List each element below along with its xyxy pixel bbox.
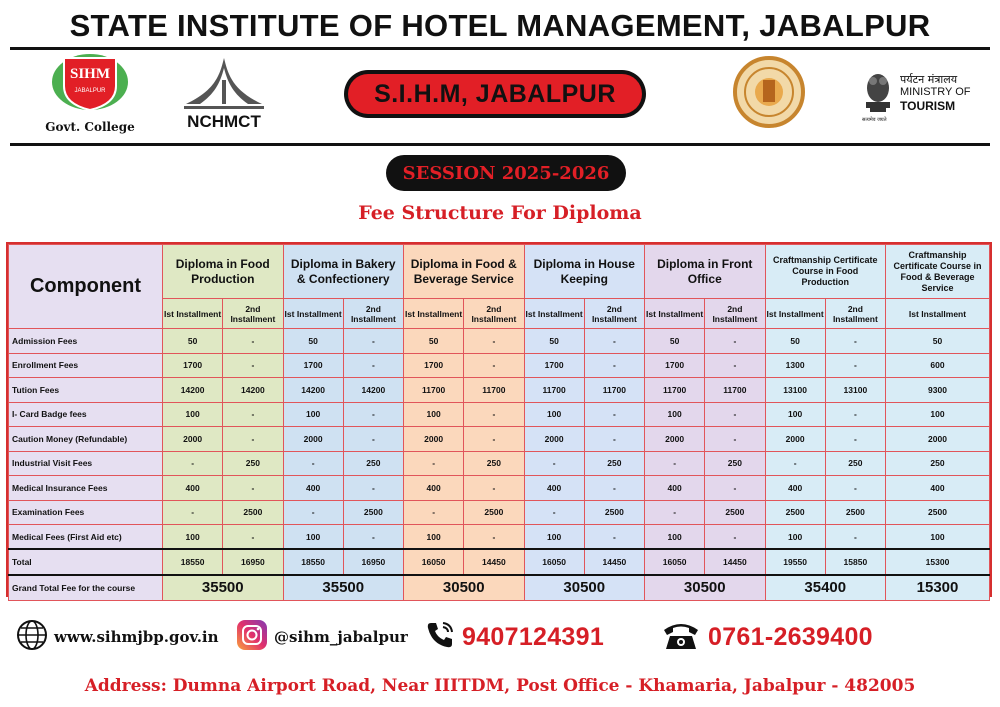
fee-component-label: Medical Fees (First Aid etc): [9, 525, 163, 550]
fee-cell: -: [343, 329, 403, 354]
installment-header: Ist Installment: [163, 299, 223, 329]
fee-cell: -: [584, 353, 644, 378]
ministry-line1: MINISTRY OF: [900, 86, 971, 98]
fee-component-label: Examination Fees: [9, 500, 163, 525]
fee-cell: -: [223, 525, 283, 550]
fee-cell: 100: [765, 402, 825, 427]
fee-cell: 14200: [283, 378, 343, 403]
fee-structure-title: Fee Structure For Diploma: [358, 202, 642, 224]
fee-cell: 1300: [765, 353, 825, 378]
fee-cell: -: [223, 402, 283, 427]
fee-component-label: I- Card Badge fees: [9, 402, 163, 427]
fee-cell: -: [223, 427, 283, 452]
total-row: [9, 549, 990, 575]
total-cell: 16950: [223, 549, 283, 575]
fee-cell: 11700: [584, 378, 644, 403]
fee-cell: -: [464, 402, 524, 427]
fee-cell: 11700: [464, 378, 524, 403]
fee-cell: 2000: [765, 427, 825, 452]
telephone-icon: [660, 618, 702, 657]
fee-cell: 100: [404, 402, 464, 427]
total-cell: 16050: [645, 549, 705, 575]
fee-cell: 2000: [524, 427, 584, 452]
fee-cell: 100: [404, 525, 464, 550]
fee-cell: 100: [645, 402, 705, 427]
landline-contact: [660, 617, 873, 657]
fee-cell: 2500: [765, 500, 825, 525]
grand-total-cell: 35500: [283, 575, 404, 600]
fee-cell: -: [343, 476, 403, 501]
fee-cell: 50: [765, 329, 825, 354]
grand-total-row: [9, 575, 990, 600]
course-header: Diploma in Food Production: [163, 245, 284, 299]
fee-cell: -: [223, 476, 283, 501]
total-cell: 16050: [524, 549, 584, 575]
fee-cell: -: [825, 476, 885, 501]
fee-cell: 250: [705, 451, 765, 476]
address: Address: Dumna Airport Road, Near IIITDM, Post Office - Khamaria, Jabalpur - 482005: [84, 676, 916, 696]
grand-total-cell: 30500: [404, 575, 525, 600]
installment-header: 2nd Installment: [584, 299, 644, 329]
fee-cell: 100: [765, 525, 825, 550]
fee-cell: -: [343, 353, 403, 378]
fee-cell: 13100: [825, 378, 885, 403]
fee-component-label: Admission Fees: [9, 329, 163, 354]
fee-cell: 100: [524, 402, 584, 427]
fee-cell: -: [825, 353, 885, 378]
fee-cell: -: [765, 451, 825, 476]
fee-cell: -: [464, 427, 524, 452]
fee-cell: -: [705, 525, 765, 550]
header-divider-bottom: [10, 143, 990, 146]
fee-cell: 13100: [765, 378, 825, 403]
ministry-line2: TOURISM: [900, 99, 956, 113]
fee-cell: 2500: [825, 500, 885, 525]
fee-cell: -: [584, 402, 644, 427]
fee-component-label: Tution Fees: [9, 378, 163, 403]
ministry-hindi: पर्यटन मंत्रालय: [900, 73, 958, 86]
installment-header: Ist Installment: [524, 299, 584, 329]
grand-total-cell: 35400: [765, 575, 886, 600]
fee-row: [9, 451, 990, 476]
fee-cell: 11700: [524, 378, 584, 403]
total-cell: 18550: [163, 549, 223, 575]
fee-cell: -: [404, 451, 464, 476]
installment-header: Ist Installment: [645, 299, 705, 329]
fee-cell: -: [464, 353, 524, 378]
fee-cell: 1700: [404, 353, 464, 378]
fee-cell: 2000: [283, 427, 343, 452]
sihm-badge-label: S.I.H.M, JABALPUR: [348, 74, 642, 114]
fee-cell: 400: [886, 476, 990, 501]
total-cell: 19550: [765, 549, 825, 575]
header-divider: [10, 47, 990, 50]
nchmct-logo: [180, 56, 268, 112]
fee-row: [9, 402, 990, 427]
fee-cell: 2000: [886, 427, 990, 452]
fee-component-label: Enrollment Fees: [9, 353, 163, 378]
fee-cell: 50: [404, 329, 464, 354]
fee-component-label: Caution Money (Refundable): [9, 427, 163, 452]
phone-icon: [424, 619, 456, 656]
fee-cell: -: [163, 500, 223, 525]
fee-cell: 50: [283, 329, 343, 354]
fee-rows: [9, 329, 990, 601]
total-label: Total: [9, 549, 163, 575]
nchmct-caption: NCHMCT: [187, 112, 261, 131]
fee-cell: 400: [404, 476, 464, 501]
fee-row: [9, 353, 990, 378]
fee-cell: -: [464, 476, 524, 501]
instagram-contact: [236, 617, 408, 657]
fee-cell: -: [825, 402, 885, 427]
fee-row: [9, 500, 990, 525]
instagram-icon: [236, 619, 268, 656]
fee-row: [9, 427, 990, 452]
fee-cell: -: [584, 525, 644, 550]
fee-cell: 1700: [163, 353, 223, 378]
fee-cell: -: [343, 427, 403, 452]
total-cell: 14450: [464, 549, 524, 575]
total-cell: 16950: [343, 549, 403, 575]
installment-header: Ist Installment: [886, 299, 990, 329]
total-cell: 14450: [584, 549, 644, 575]
course-header: Diploma in House Keeping: [524, 245, 645, 299]
website-contact: [16, 617, 219, 657]
sihm-logo-city: JABALPUR: [74, 88, 106, 94]
fee-cell: -: [223, 353, 283, 378]
fee-cell: 400: [283, 476, 343, 501]
fee-cell: 100: [283, 402, 343, 427]
instagram-handle[interactable]: @sihm_jabalpur: [274, 628, 408, 646]
grand-total-cell: 35500: [163, 575, 284, 600]
grand-total-cell: 30500: [524, 575, 645, 600]
page-title: STATE INSTITUTE OF HOTEL MANAGEMENT, JABALPUR: [69, 8, 931, 43]
fee-cell: 100: [283, 525, 343, 550]
fee-cell: 11700: [645, 378, 705, 403]
fee-cell: 250: [825, 451, 885, 476]
total-cell: 15300: [886, 549, 990, 575]
fee-cell: 2500: [464, 500, 524, 525]
fee-cell: -: [464, 329, 524, 354]
course-header: Diploma in Food & Beverage Service: [404, 245, 525, 299]
fee-cell: 100: [886, 402, 990, 427]
fee-cell: 2000: [645, 427, 705, 452]
fee-cell: -: [584, 329, 644, 354]
fee-cell: 400: [163, 476, 223, 501]
installment-header: 2nd Installment: [223, 299, 283, 329]
fee-cell: 600: [886, 353, 990, 378]
fee-cell: -: [705, 329, 765, 354]
fee-cell: -: [343, 402, 403, 427]
grand-total-label: Grand Total Fee for the course: [9, 575, 163, 600]
fee-cell: -: [705, 402, 765, 427]
fee-cell: 100: [645, 525, 705, 550]
course-header: Craftmanship Certificate Course in Food Production: [765, 245, 886, 299]
fee-cell: 14200: [343, 378, 403, 403]
fee-cell: 9300: [886, 378, 990, 403]
course-header: Diploma in Bakery & Confectionery: [283, 245, 404, 299]
course-header: Diploma in Front Office: [645, 245, 766, 299]
fee-cell: 400: [765, 476, 825, 501]
fee-cell: 250: [223, 451, 283, 476]
total-cell: 16050: [404, 549, 464, 575]
fee-cell: -: [283, 451, 343, 476]
fee-cell: -: [645, 451, 705, 476]
fee-cell: -: [705, 476, 765, 501]
fee-cell: -: [584, 476, 644, 501]
fee-cell: -: [825, 427, 885, 452]
mp-government-seal: [733, 54, 805, 132]
fee-cell: 100: [163, 402, 223, 427]
fee-cell: 1700: [283, 353, 343, 378]
mobile-number[interactable]: 9407124391: [462, 622, 605, 651]
fee-row: [9, 525, 990, 550]
fee-cell: 400: [645, 476, 705, 501]
fee-cell: 250: [584, 451, 644, 476]
fee-row: [9, 476, 990, 501]
ministry-tagline: सत्यमेव जयते: [862, 117, 887, 123]
fee-cell: 100: [163, 525, 223, 550]
fee-component-label: Medical Insurance Fees: [9, 476, 163, 501]
grand-total-cell: 15300: [886, 575, 990, 600]
fee-cell: 1700: [645, 353, 705, 378]
fee-cell: -: [524, 500, 584, 525]
fee-cell: 2500: [886, 500, 990, 525]
installment-header: Ist Installment: [283, 299, 343, 329]
fee-cell: -: [404, 500, 464, 525]
course-header: Craftmanship Certificate Course in Food & Beverage Service: [886, 245, 990, 299]
fee-cell: 50: [886, 329, 990, 354]
fee-cell: -: [584, 427, 644, 452]
fee-cell: 2500: [343, 500, 403, 525]
fee-cell: -: [163, 451, 223, 476]
fee-cell: 14200: [163, 378, 223, 403]
fee-cell: -: [524, 451, 584, 476]
fee-cell: -: [705, 353, 765, 378]
fee-table: [6, 242, 992, 597]
fee-cell: 250: [464, 451, 524, 476]
fee-cell: -: [464, 525, 524, 550]
fee-component-label: Industrial Visit Fees: [9, 451, 163, 476]
sihm-logo-caption: Govt. College: [45, 120, 135, 134]
fee-cell: 400: [524, 476, 584, 501]
landline-number[interactable]: 0761-2639400: [708, 622, 873, 651]
sihm-logo-emblem: SIHM: [69, 66, 111, 82]
fee-cell: 2000: [404, 427, 464, 452]
total-cell: 15850: [825, 549, 885, 575]
fee-cell: 2500: [584, 500, 644, 525]
fee-cell: 2000: [163, 427, 223, 452]
installment-header: 2nd Installment: [705, 299, 765, 329]
globe-icon: [16, 619, 48, 656]
fee-cell: 100: [524, 525, 584, 550]
sihm-logo: [50, 52, 130, 114]
installment-header: 2nd Installment: [464, 299, 524, 329]
installment-header: 2nd Installment: [343, 299, 403, 329]
fee-cell: -: [343, 525, 403, 550]
fee-cell: -: [283, 500, 343, 525]
fee-cell: 250: [343, 451, 403, 476]
national-emblem-icon: [862, 68, 894, 118]
fee-cell: 11700: [404, 378, 464, 403]
sihm-badge: [344, 70, 646, 118]
fee-cell: 50: [524, 329, 584, 354]
installment-header: 2nd Installment: [825, 299, 885, 329]
fee-cell: 50: [163, 329, 223, 354]
component-header: Component: [9, 245, 163, 329]
fee-cell: -: [223, 329, 283, 354]
fee-cell: -: [645, 500, 705, 525]
fee-row: [9, 378, 990, 403]
session-badge: SESSION 2025-2026: [386, 155, 626, 191]
fee-cell: 50: [645, 329, 705, 354]
mobile-contact: [424, 617, 604, 657]
fee-cell: 11700: [705, 378, 765, 403]
fee-cell: 2500: [705, 500, 765, 525]
installment-header: Ist Installment: [765, 299, 825, 329]
fee-cell: 2500: [223, 500, 283, 525]
fee-cell: 250: [886, 451, 990, 476]
fee-cell: 100: [886, 525, 990, 550]
total-cell: 18550: [283, 549, 343, 575]
fee-cell: -: [705, 427, 765, 452]
total-cell: 14450: [705, 549, 765, 575]
fee-cell: -: [825, 329, 885, 354]
website-link[interactable]: www.sihmjbp.gov.in: [54, 628, 219, 646]
grand-total-cell: 30500: [645, 575, 766, 600]
fee-cell: -: [825, 525, 885, 550]
fee-cell: 14200: [223, 378, 283, 403]
installment-header: Ist Installment: [404, 299, 464, 329]
fee-cell: 1700: [524, 353, 584, 378]
fee-row: [9, 329, 990, 354]
